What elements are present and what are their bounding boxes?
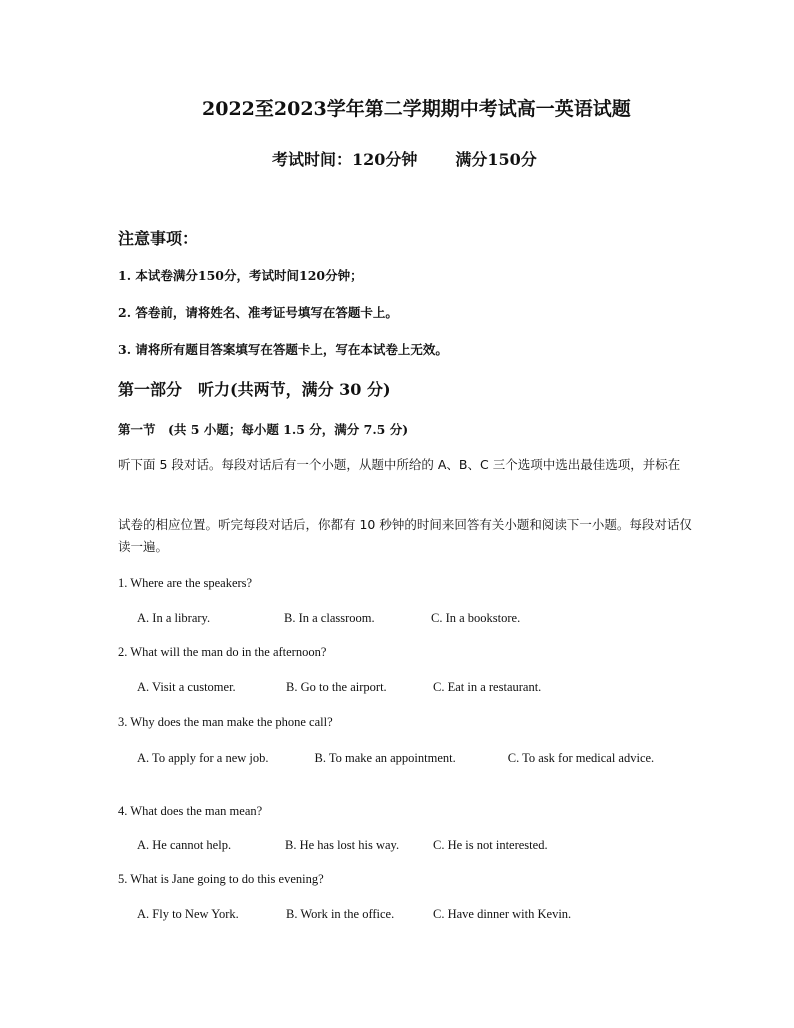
instruction-paragraph: 试卷的相应位置。听完每段对话后，你都有 10 秒钟的时间来回答有关小题和阅读下一小题。每段对话仅读一遍。 [118, 517, 692, 554]
notice-item: 2. 答卷前，请将姓名、准考证号填写在答题卡上。 [118, 305, 398, 320]
question-stem: 2. What will the man do in the afternoon? [118, 645, 327, 659]
exam-time: 考试时间：120分钟 [272, 150, 418, 169]
option-a: A. Visit a customer. [137, 680, 236, 694]
option-a: A. To apply for a new job. [137, 751, 269, 765]
exam-title: 2022至2023学年第二学期期中考试高一英语试题 [202, 98, 631, 120]
option-b: B. He has lost his way. [285, 838, 400, 852]
exam-info [272, 147, 537, 170]
option-c: C. He is not interested. [433, 838, 548, 852]
option-b: B. Go to the airport. [286, 680, 387, 694]
option-c: C. Eat in a restaurant. [433, 680, 542, 694]
option-a: A. In a library. [137, 611, 211, 625]
part1-heading: 第一部分 听力(共两节，满分 30 分) [118, 380, 391, 399]
option-b: B. To make an appointment. [314, 751, 456, 765]
notice-item: 3. 请将所有题目答案填写在答题卡上，写在本试卷上无效。 [118, 342, 448, 357]
option-a: A. Fly to New York. [137, 907, 239, 921]
section1-heading: 第一节 (共 5 小题；每小题 1.5 分，满分 7.5 分) [118, 422, 409, 437]
question-stem: 5. What is Jane going to do this evening? [118, 872, 324, 886]
option-c: C. To ask for medical advice. [507, 751, 655, 765]
option-b: B. In a classroom. [284, 611, 375, 625]
notice-item: 1. 本试卷满分150分，考试时间120分钟； [118, 268, 363, 283]
question-stem: 1. Where are the speakers? [118, 576, 253, 590]
notice-heading: 注意事项： [118, 229, 199, 248]
option-c: C. In a bookstore. [431, 611, 521, 625]
instruction-paragraph: 听下面 5 段对话。每段对话后有一个小题，从题中所给的 A、B、C 三个选项中选出最佳选项，并标在 [118, 457, 681, 472]
question-options [137, 748, 697, 768]
exam-score: 满分150分 [455, 150, 537, 169]
question-stem: 3. Why does the man make the phone call? [118, 715, 333, 729]
question-stem: 4. What does the man mean? [118, 804, 263, 818]
option-b: B. Work in the office. [286, 907, 395, 921]
option-c: C. Have dinner with Kevin. [433, 907, 572, 921]
option-a: A. He cannot help. [137, 838, 232, 852]
